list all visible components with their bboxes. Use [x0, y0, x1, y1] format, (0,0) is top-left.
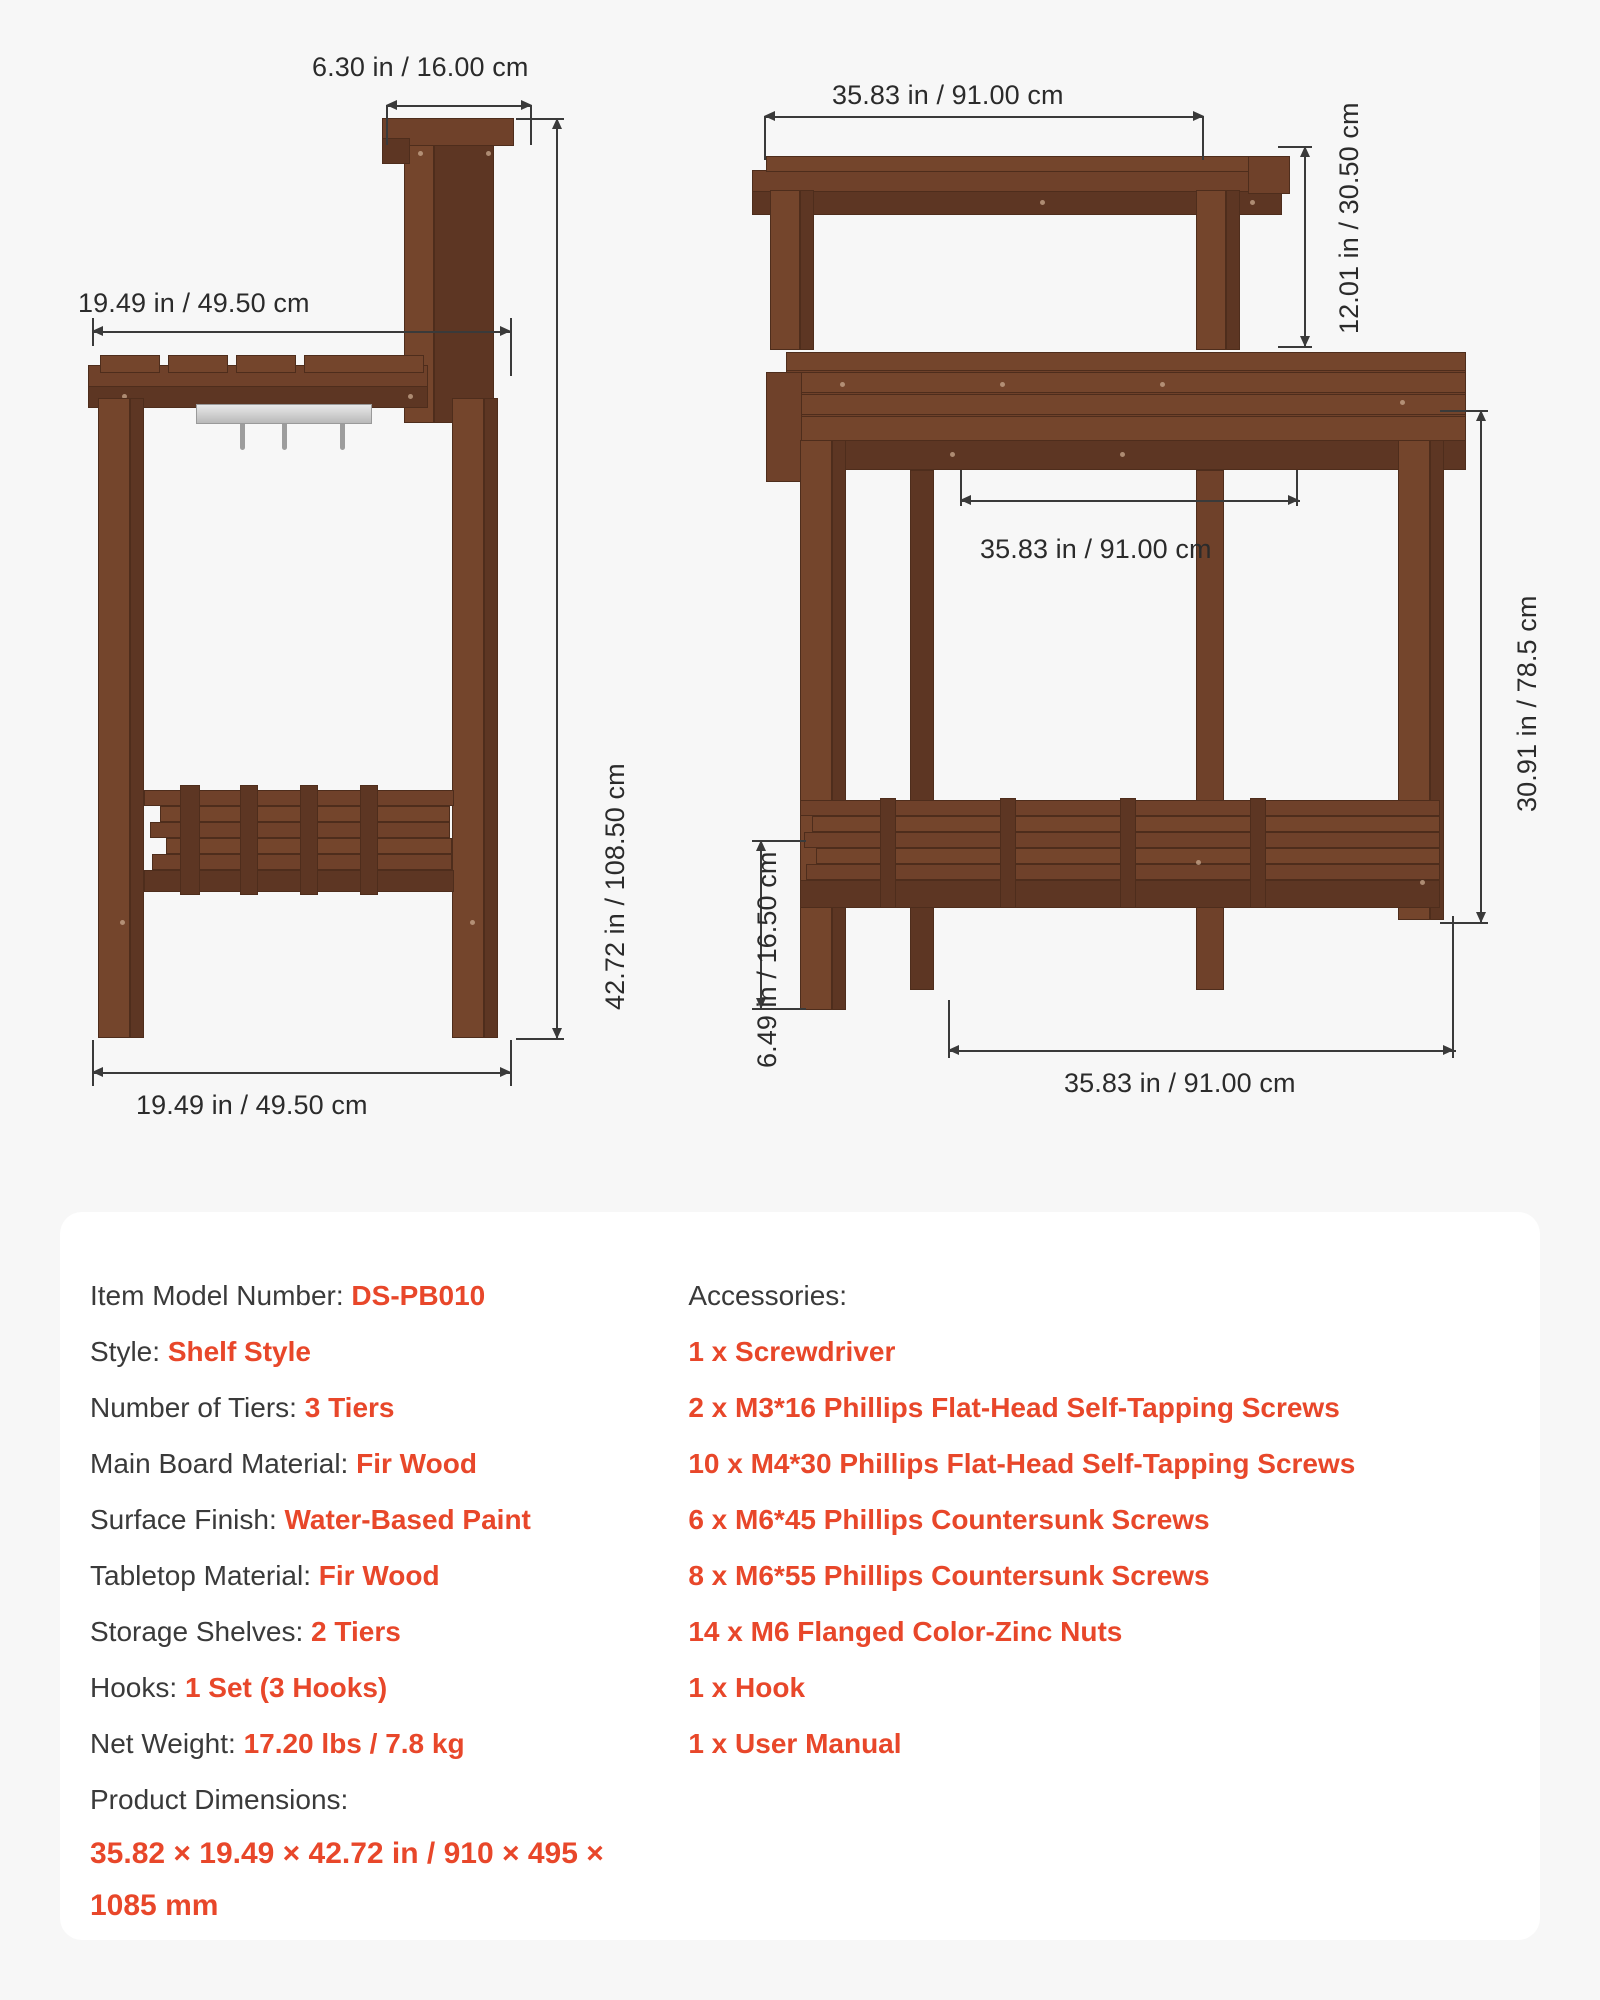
spec-value: Water-Based Paint [284, 1504, 531, 1535]
front-upright-right [1196, 190, 1226, 350]
accessory-item: 1 x Screwdriver [688, 1336, 896, 1367]
dim-side-total-height: 42.72 in / 108.50 cm [600, 763, 630, 1010]
side-shelf-gap-4 [360, 785, 378, 895]
front-tabletop-height-line [1480, 410, 1482, 922]
dim-side-base-depth: 19.49 in / 49.50 cm [136, 1090, 368, 1120]
front-bottom-gap-4 [1250, 798, 1266, 908]
dim-side-top-width: 6.30 in / 16.00 cm [312, 52, 529, 82]
spec-label: Number of Tiers: [90, 1392, 297, 1423]
front-bottom-gap-2 [1000, 798, 1016, 908]
front-leg-front-left-shade [832, 440, 846, 1010]
dim-front-tabletop-width: 35.83 in / 91.00 cm [980, 534, 1212, 564]
side-base-line [92, 1072, 512, 1074]
dim-front-bottom-width: 35.83 in / 91.00 cm [1064, 1068, 1296, 1098]
accessory-item: 6 x M6*45 Phillips Countersunk Screws [688, 1504, 1210, 1535]
front-bottom-gap-1 [880, 798, 896, 908]
spec-row [90, 1492, 678, 1548]
dimensions-value: 35.82 × 19.49 × 42.72 in / 910 × 495 × 1085 mm [90, 1837, 604, 1922]
side-tabletop-board-3 [168, 355, 228, 373]
side-tabletop-board-2 [100, 355, 160, 373]
spec-card [60, 1212, 1540, 1940]
spec-value: Fir Wood [356, 1448, 477, 1479]
accessory-item: 14 x M6 Flanged Color-Zinc Nuts [688, 1616, 1123, 1647]
spec-label: Hooks: [90, 1672, 178, 1703]
front-bottom-gap-3 [1120, 798, 1136, 908]
spec-row [90, 1268, 678, 1324]
side-leg-back [452, 398, 484, 1038]
hook-rail [196, 404, 372, 424]
side-height-line [556, 118, 558, 1038]
spec-row [90, 1380, 678, 1436]
spec-label: Net Weight: [90, 1728, 236, 1759]
front-leg-back-left [910, 470, 934, 990]
front-top-shelf-right-cap [1248, 156, 1290, 194]
hook-2 [282, 424, 287, 450]
spec-row [90, 1660, 678, 1716]
front-tabletop-width-line [960, 500, 1300, 502]
accessory-item: 1 x User Manual [688, 1728, 902, 1759]
side-shelf-gap-1 [180, 785, 200, 895]
front-tabletop-left-return [766, 372, 802, 482]
side-leg-back-shade [484, 398, 498, 1038]
side-shelf-gap-2 [240, 785, 258, 895]
front-top-shelf-back [766, 156, 1282, 172]
spec-row [90, 1548, 678, 1604]
front-tabletop-seam-3 [786, 414, 1466, 417]
dimensions-label: Product Dimensions: [90, 1784, 349, 1815]
spec-value: 17.20 lbs / 7.8 kg [243, 1728, 465, 1759]
spec-value: 3 Tiers [304, 1392, 395, 1423]
front-upright-right-shade [1226, 190, 1240, 350]
front-upright-left-shade [800, 190, 814, 350]
spec-label: Main Board Material: [90, 1448, 349, 1479]
dim-front-tabletop-height: 30.91 in / 78.5 cm [1512, 595, 1542, 812]
spec-value: 1 Set (3 Hooks) [184, 1672, 388, 1703]
spec-list [90, 1268, 678, 1932]
side-topwidth-line [386, 105, 532, 107]
front-topshelf-width-line [764, 116, 1204, 118]
spec-value: DS-PB010 [351, 1280, 486, 1311]
accessory-item: 2 x M3*16 Phillips Flat-Head Self-Tapping Screws [688, 1392, 1340, 1423]
hook-1 [240, 424, 245, 450]
accessories-title: Accessories: [688, 1280, 848, 1311]
hook-3 [340, 424, 345, 450]
side-tabletop-board-5 [304, 355, 424, 373]
side-shelf-gap-3 [300, 785, 318, 895]
accessory-item: 10 x M4*30 Phillips Flat-Head Self-Tapping Screws [688, 1448, 1356, 1479]
accessories-list [688, 1268, 1512, 1932]
front-bottom-width-line [948, 1050, 1456, 1052]
front-leg-front-left [800, 440, 832, 1010]
front-top-shelf-surface [752, 170, 1282, 192]
front-tabletop-edge [786, 440, 1466, 470]
spec-row [90, 1604, 678, 1660]
spec-label: Style: [90, 1336, 161, 1367]
spec-value: 2 Tiers [311, 1616, 401, 1647]
spec-row [90, 1324, 678, 1380]
front-tabletop-surface [786, 352, 1466, 442]
spec-row-dimensions [90, 1772, 678, 1828]
dim-side-table-depth: 19.49 in / 49.50 cm [78, 288, 310, 318]
spec-label: Surface Finish: [90, 1504, 277, 1535]
front-tabletop-seam-1 [786, 370, 1466, 373]
side-tabletop-board-4 [236, 355, 296, 373]
spec-value: Shelf Style [167, 1336, 311, 1367]
spec-label: Storage Shelves: [90, 1616, 304, 1647]
accessory-item: 8 x M6*55 Phillips Countersunk Screws [688, 1560, 1210, 1591]
spec-label: Tabletop Material: [90, 1560, 312, 1591]
spec-row [90, 1716, 678, 1772]
dim-front-top-shelf-width: 35.83 in / 91.00 cm [832, 80, 1064, 110]
spec-row [90, 1436, 678, 1492]
front-topshelf-height-line [1304, 146, 1306, 346]
side-leg-front-shade [130, 398, 144, 1038]
front-tabletop-seam-2 [786, 392, 1466, 395]
spec-value: Fir Wood [318, 1560, 440, 1591]
spec-label: Item Model Number: [90, 1280, 344, 1311]
side-depth-line [92, 331, 512, 333]
side-leg-front [98, 398, 130, 1038]
dim-front-bottom-shelf-height: 6.49 in / 16.50 cm [752, 851, 782, 1068]
dim-front-top-shelf-height: 12.01 in / 30.50 cm [1334, 102, 1364, 334]
accessory-item: 1 x Hook [688, 1672, 806, 1703]
front-upright-left [770, 190, 800, 350]
side-upright-back-top-inner [434, 133, 494, 423]
